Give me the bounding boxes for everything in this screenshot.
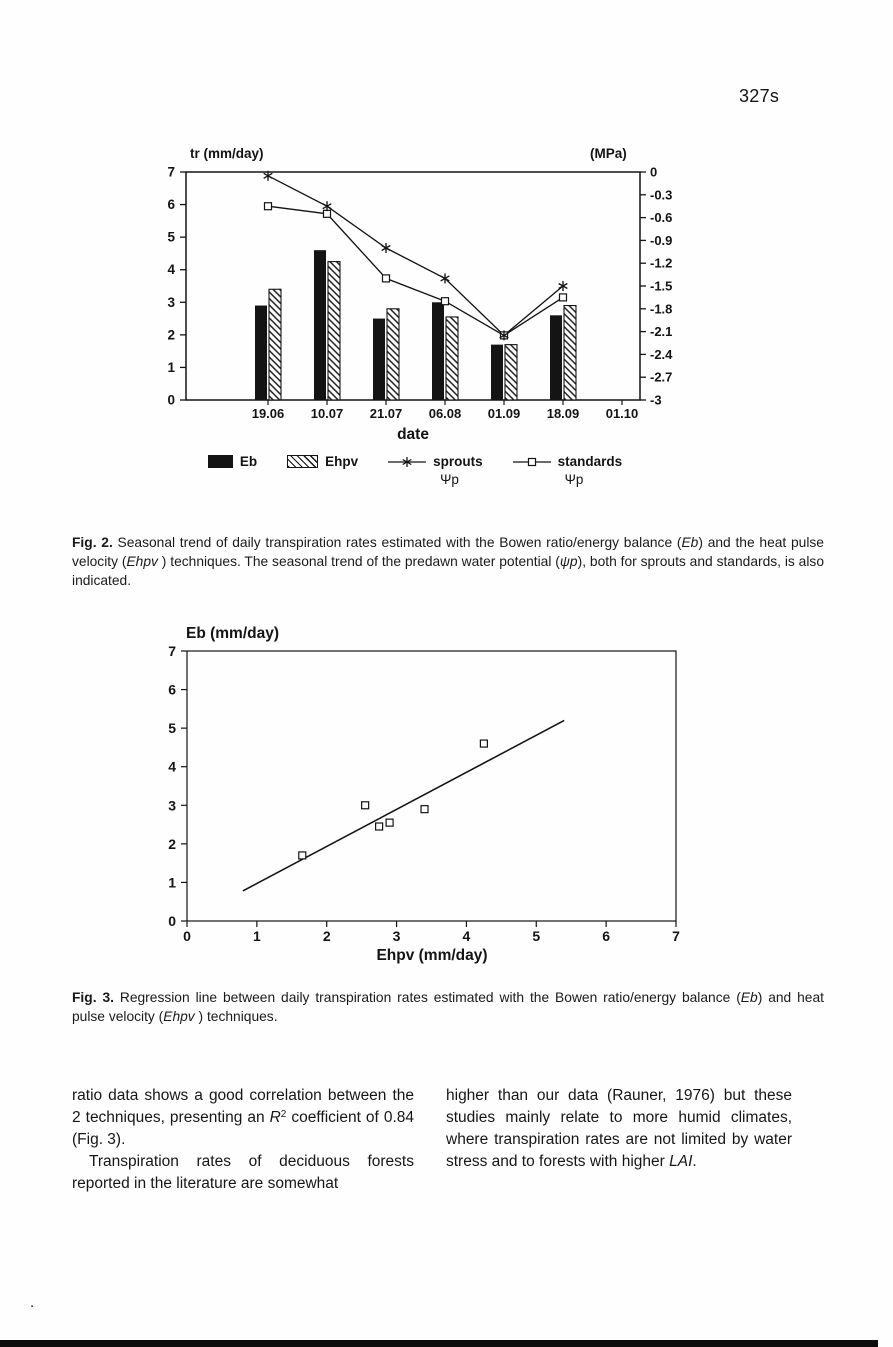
x-tick-label: 6 [602,928,611,944]
right-tick-label: -2.4 [650,346,673,362]
fig3-plot-frame [187,651,676,921]
standards-marker [265,203,272,210]
fig2-legend [150,454,680,487]
scatter-point [480,740,487,747]
fig2-plot-area [167,165,673,422]
scatter-point [299,852,306,859]
ehpv-bar [446,317,458,400]
fig3-chart [140,618,720,968]
x-tick-label: 10.07 [310,406,344,421]
right-tick-label: -1.8 [650,301,673,317]
regression-line [243,720,564,890]
scan-edge [0,1340,878,1347]
fig3-y-axis-title: Eb (mm/day) [186,625,280,642]
x-tick-label: 3 [392,928,401,944]
left-tick-label: 3 [167,294,175,310]
standards-marker [324,210,331,217]
legend-label-standards: standards [557,454,623,469]
x-tick-label: 5 [532,928,541,944]
fig2-x-axis-title: date [397,426,429,443]
right-tick-label: -1.2 [650,255,673,271]
ehpv-bar [269,289,281,400]
body-left-column [72,1085,414,1195]
left-tick-label: 6 [167,197,175,213]
ehpv-hatched-swatch-icon [287,455,318,468]
legend-item-ehpv [287,454,358,469]
right-tick-label: -2.1 [650,324,673,340]
left-tick-label: 4 [167,262,175,278]
y-tick-label: 5 [168,720,176,737]
fig2-right-axis-title: (MPa) [590,146,627,161]
scan-artifact-dot: . [30,1294,35,1311]
standards-psi-p-label: Ψp [564,472,584,487]
y-tick-label: 7 [168,643,176,659]
right-tick-label: 0 [650,164,658,180]
right-tick-label: -2.7 [650,369,673,385]
line-with-star-marker-icon [388,455,426,469]
right-tick-label: -0.6 [650,210,673,226]
fig3-x-axis-title: Ehpv (mm/day) [376,947,488,964]
fig3-caption [72,988,824,1026]
left-tick-label: 2 [167,327,175,343]
fig2-caption [72,533,824,590]
y-tick-label: 4 [168,758,176,775]
legend-item-standards [513,454,623,487]
eb-bar [491,345,503,400]
page-number: 327s [739,86,780,106]
eb-solid-swatch-icon [208,455,233,468]
right-tick-label: -0.3 [650,187,673,203]
right-tick-label: -3 [650,392,662,408]
fig2-caption-label: Fig. 2. [72,535,113,550]
ehpv-bar [387,309,399,400]
left-tick-label: 7 [167,164,175,180]
y-tick-label: 6 [168,681,176,698]
scatter-point [386,819,393,826]
standards-marker [560,294,567,301]
standards-marker [442,298,449,305]
x-tick-label: 1 [252,928,261,944]
fig3-caption-label: Fig. 3. [72,990,114,1005]
body-paragraph-1: ratio data shows a good correlation between the 2 techniques, presenting an $R^2$ coefficient of 0.84 (Fig. 3). [72,1087,415,1148]
x-tick-label: 19.06 [251,406,285,421]
standards-marker [383,275,390,282]
ehpv-bar [328,262,340,400]
left-tick-label: 0 [167,392,175,408]
sprouts-line [268,176,563,336]
sprouts-psi-p-label: Ψp [440,472,459,487]
right-tick-label: -0.9 [650,232,673,248]
x-tick-label: 2 [322,928,331,944]
x-tick-label: 4 [462,928,471,944]
fig2-left-axis-title: tr (mm/day) [190,146,264,161]
fig3-plot [140,618,720,968]
left-tick-label: 5 [167,229,175,245]
x-tick-label: 18.09 [546,406,580,421]
x-tick-label: 01.09 [487,406,521,421]
right-tick-label: -1.5 [650,278,673,294]
y-tick-label: 3 [168,797,176,814]
eb-bar [373,319,385,400]
body-paragraph-2: Transpiration rates of deciduous forests reported in the literature are somewhat [72,1153,414,1192]
fig3-plot-area [168,643,680,944]
ehpv-bar [564,306,576,400]
ehpv-bar [505,345,517,400]
legend-item-sprouts [388,454,483,487]
scatter-point [421,806,428,813]
x-tick-label: 21.07 [369,406,403,421]
x-tick-label: 06.08 [428,406,462,421]
fig2-plot [140,140,680,452]
x-tick-label: 01.10 [605,406,639,421]
scatter-point [362,802,369,809]
line-with-square-marker-icon [513,455,551,469]
eb-bar [432,302,444,400]
x-tick-label: 0 [183,928,191,944]
y-tick-label: 2 [168,835,176,852]
legend-item-eb [208,454,257,469]
eb-bar [255,306,267,400]
scatter-point [376,823,383,830]
x-tick-label: 7 [672,928,680,944]
legend-label-ehpv: Ehpv [325,454,359,469]
y-tick-label: 0 [168,913,176,929]
y-tick-label: 1 [168,874,176,891]
legend-label-eb: Eb [239,454,258,469]
legend-label-sprouts: sprouts [433,454,483,469]
body-right-column [446,1085,792,1173]
left-tick-label: 1 [167,359,175,375]
eb-bar [550,315,562,400]
eb-bar [314,250,326,400]
fig2-caption-text: Seasonal trend of daily transpiration rates estimated with the Bowen ratio/energy balance (Eb) and the heat pulse velocity (Ehpv ) techniques. The seasonal trend of the predawn water potential (ψp), both for sprouts and standards, is also indicated. [72,535,824,588]
fig2-chart [140,140,680,452]
standards-line [268,206,563,335]
body-paragraph-3: higher than our data (Rauner, 1976) but these studies mainly relate to more humid climates, where transpiration rates are not limited by water stress and to forests with higher LAI. [446,1087,792,1170]
fig3-caption-text: Regression line between daily transpiration rates estimated with the Bowen ratio/energy balance (Eb) and heat pulse velocity (Ehpv ) techniques. [72,990,824,1024]
